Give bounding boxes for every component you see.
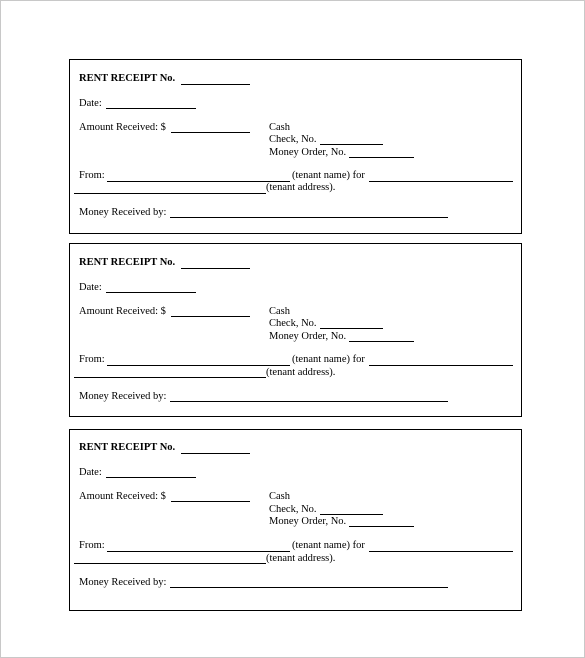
receipt-number-line[interactable] — [181, 453, 250, 454]
tenant-name-line[interactable] — [107, 181, 290, 182]
amount-label: Amount Received: $ — [79, 122, 166, 133]
tenant-address-label: (tenant address). — [266, 367, 336, 378]
money-order-number-line[interactable] — [349, 526, 414, 527]
receipt-title: RENT RECEIPT No. — [79, 73, 176, 84]
rent-receipt-2 — [69, 243, 522, 417]
rent-period-line[interactable] — [369, 365, 513, 366]
received-by-line[interactable] — [170, 401, 448, 402]
date-label: Date: — [79, 467, 102, 478]
receipt-title: RENT RECEIPT No. — [79, 442, 176, 453]
date-line[interactable] — [106, 292, 196, 293]
rent-period-line[interactable] — [369, 181, 513, 182]
check-number-line[interactable] — [320, 144, 383, 145]
tenant-address-line[interactable] — [74, 193, 266, 194]
tenant-name-line[interactable] — [107, 365, 290, 366]
received-by-label: Money Received by: — [79, 207, 167, 218]
receipt-title: RENT RECEIPT No. — [79, 257, 176, 268]
cash-label: Cash — [269, 491, 290, 502]
tenant-name-line[interactable] — [107, 551, 290, 552]
check-label: Check, No. — [269, 134, 317, 145]
rent-receipt-3 — [69, 429, 522, 611]
check-number-line[interactable] — [320, 514, 383, 515]
date-line[interactable] — [106, 477, 196, 478]
cash-label: Cash — [269, 306, 290, 317]
from-label: From: — [79, 354, 105, 365]
money-order-number-line[interactable] — [349, 341, 414, 342]
amount-line[interactable] — [171, 316, 250, 317]
money-order-label: Money Order, No. — [269, 147, 347, 158]
tenant-address-line[interactable] — [74, 377, 266, 378]
cash-label: Cash — [269, 122, 290, 133]
rent-period-line[interactable] — [369, 551, 513, 552]
tenant-name-label: (tenant name) for — [292, 354, 365, 365]
rent-receipt-1 — [69, 59, 522, 234]
date-line[interactable] — [106, 108, 196, 109]
received-by-label: Money Received by: — [79, 577, 167, 588]
receipt-number-line[interactable] — [181, 84, 250, 85]
received-by-line[interactable] — [170, 217, 448, 218]
money-order-number-line[interactable] — [349, 157, 414, 158]
received-by-label: Money Received by: — [79, 391, 167, 402]
check-label: Check, No. — [269, 318, 317, 329]
tenant-address-label: (tenant address). — [266, 182, 336, 193]
amount-label: Amount Received: $ — [79, 306, 166, 317]
amount-line[interactable] — [171, 501, 250, 502]
tenant-address-label: (tenant address). — [266, 553, 336, 564]
money-order-label: Money Order, No. — [269, 516, 347, 527]
tenant-name-label: (tenant name) for — [292, 540, 365, 551]
money-order-label: Money Order, No. — [269, 331, 347, 342]
tenant-address-line[interactable] — [74, 563, 266, 564]
date-label: Date: — [79, 98, 102, 109]
from-label: From: — [79, 170, 105, 181]
check-number-line[interactable] — [320, 328, 383, 329]
check-label: Check, No. — [269, 504, 317, 515]
amount-line[interactable] — [171, 132, 250, 133]
amount-label: Amount Received: $ — [79, 491, 166, 502]
receipt-number-line[interactable] — [181, 268, 250, 269]
received-by-line[interactable] — [170, 587, 448, 588]
from-label: From: — [79, 540, 105, 551]
tenant-name-label: (tenant name) for — [292, 170, 365, 181]
date-label: Date: — [79, 282, 102, 293]
